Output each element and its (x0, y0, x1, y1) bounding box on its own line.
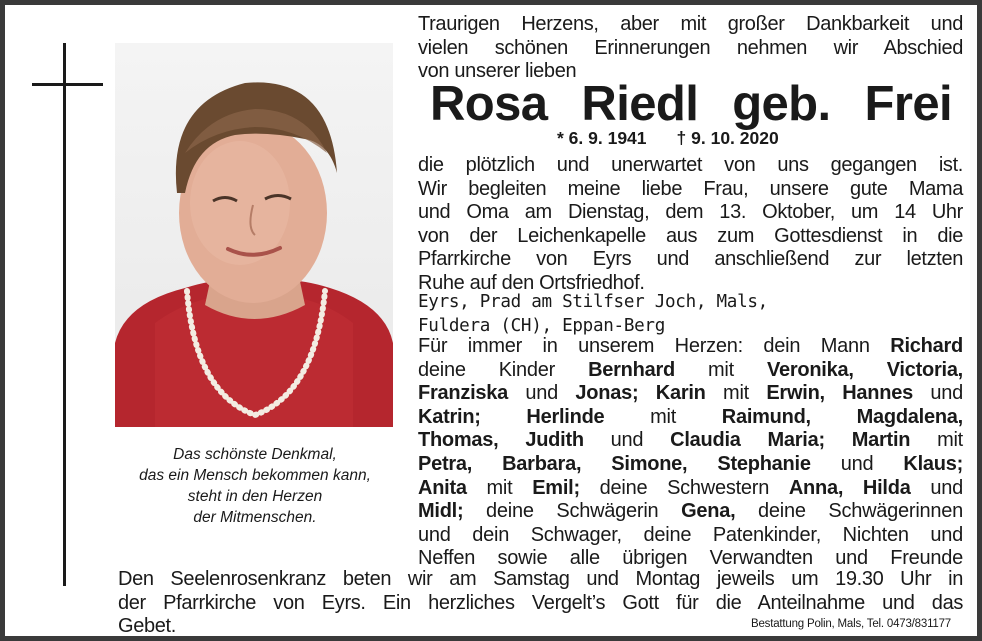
family-line (418, 406, 963, 430)
body-line: Ruhe auf den Ortsfriedhof. (418, 271, 645, 294)
family-line (418, 453, 963, 477)
family-text: und (583, 429, 671, 452)
family-text: Neffen sowie alle übrigen Verwandten und Freunde (418, 547, 963, 570)
funeral-home: Bestattung Polin, Mals, Tel. 0473/831177 (751, 618, 951, 630)
family-name: Thomas, Judith (418, 429, 584, 452)
family-name: Emil; (532, 476, 580, 499)
family-text: mit (466, 476, 533, 499)
portrait-illustration (115, 43, 393, 427)
family-name: Richard (890, 335, 963, 357)
body-line: die plötzlich und unerwartet von uns gegangen ist. (418, 154, 963, 176)
announcement-text (418, 154, 963, 296)
rosary-line: Den Seelenrosenkranz beten wir am Samstag und Montag jeweils um 19.30 Uhr in (118, 568, 963, 590)
family-line (418, 524, 963, 548)
family-name: Katrin; Herlinde (418, 405, 605, 428)
family-text: mit (705, 382, 767, 405)
family-text: deine Kinder (418, 358, 589, 381)
family-name: Gena, (681, 500, 736, 523)
intro-text (418, 13, 963, 84)
quote-line: das ein Mensch bekommen kann, (139, 467, 371, 484)
body-line: von der Leichenkapelle aus zum Gottesdienst in die (418, 224, 963, 247)
body-line: Wir begleiten meine liebe Frau, unsere gute Mama (418, 177, 963, 200)
places-line: Eyrs, Prad am Stilfser Joch, Mals, (418, 292, 768, 312)
quote-line: Das schönste Denkmal, (173, 446, 337, 463)
family-text: und (910, 476, 963, 499)
family-text: mit (910, 429, 963, 452)
family-text: deine Schwägerin (463, 500, 682, 523)
birth-date: * 6. 9. 1941 (557, 128, 647, 148)
family-name: Petra, Barbara, Simone, Stephanie (418, 452, 811, 475)
family-name: Anna, Hilda (788, 476, 911, 499)
family-line (418, 477, 963, 501)
family-text: Für immer in unserem Herzen: dein Mann (418, 335, 891, 357)
family-name: Franziska (418, 382, 509, 405)
family-list (418, 335, 963, 571)
family-name: Midl; (418, 500, 464, 523)
body-line: Pfarrkirche von Eyrs und anschließend zur letzten (418, 248, 963, 271)
family-text: deine Schwägerinnen (735, 500, 964, 523)
family-name: Raimund, Magdalena, (721, 405, 963, 428)
family-places (418, 291, 768, 338)
life-dates (557, 126, 779, 150)
family-line (418, 500, 963, 524)
cross-icon-bar (32, 83, 103, 86)
family-name: Jonas; Karin (575, 382, 706, 405)
family-text: und (508, 382, 576, 405)
family-text: deine Schwestern (579, 476, 789, 499)
intro-line: vielen schönen Erinnerungen nehmen wir Abschied (418, 36, 963, 59)
body-line: und Oma am Dienstag, dem 13. Oktober, um 14 Uhr (418, 201, 963, 224)
family-line (418, 359, 963, 383)
memorial-quote (105, 444, 405, 528)
family-text: und (913, 382, 964, 405)
family-line (418, 429, 963, 453)
intro-line: von unserer lieben (418, 60, 577, 83)
family-text: und dein Schwager, deine Patenkinder, Nichten und (418, 523, 963, 546)
places-line: Fuldera (CH), Eppan-Berg (418, 315, 666, 336)
family-name: Bernhard (588, 358, 675, 381)
rosary-line: der Pfarrkirche von Eyrs. Ein herzliches Vergelt’s Gott für die Anteilnahme und das (118, 591, 963, 614)
rosary-line: Gebet. (118, 615, 176, 638)
intro-line: Traurigen Herzens, aber mit großer Dankbarkeit und (418, 13, 963, 35)
death-date: † 9. 10. 2020 (676, 128, 779, 148)
family-name: Veronika, Victoria, (766, 358, 963, 381)
family-name: Anita (418, 476, 467, 499)
family-line (418, 335, 963, 359)
family-name: Erwin, Hannes (766, 382, 913, 405)
cross-icon (63, 43, 66, 586)
quote-line: der Mitmenschen. (193, 509, 317, 526)
quote-line: steht in den Herzen (187, 488, 323, 505)
family-name: Claudia Maria; Martin (670, 429, 911, 452)
family-line (418, 382, 963, 406)
family-text: und (810, 452, 904, 475)
deceased-name: Rosa Riedl geb. Frei (430, 77, 952, 131)
family-name: Klaus; (903, 452, 964, 475)
portrait-photo (115, 43, 393, 427)
family-text: mit (604, 405, 722, 428)
family-text: mit (674, 358, 767, 381)
